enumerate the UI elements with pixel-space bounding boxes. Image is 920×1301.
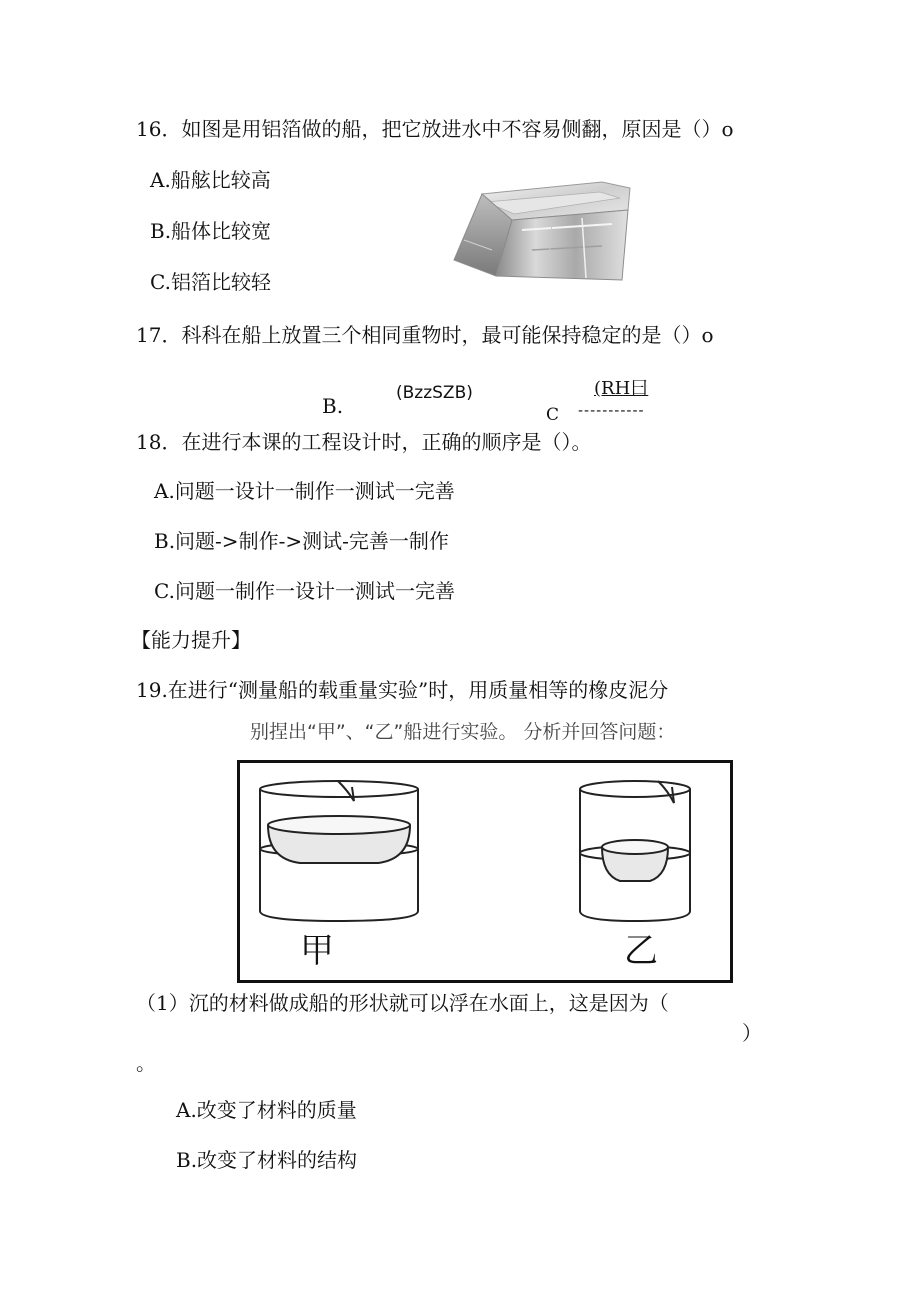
beaker-jia	[260, 781, 418, 921]
q19-option-a: A.改变了材料的质量	[176, 1098, 357, 1122]
q18-option-b: B.问题->制作->测试-完善一制作	[154, 529, 449, 553]
q16-option-b: B.船体比较宽	[150, 219, 272, 243]
section-title: 【能力提升】	[131, 628, 251, 652]
q19-sub1-close-paren: ）	[742, 1021, 762, 1045]
q17-stem: 17．科科在船上放置三个相同重物时，最可能保持稳定的是（）o	[136, 323, 714, 347]
q19-stem-line2: 别捏出“甲”、“乙”船进行实验。 分析并回答问题：	[250, 721, 676, 743]
beaker-comparison-figure	[237, 760, 733, 983]
q18-stem: 18．在进行本课的工程设计时，正确的顺序是（）。	[136, 430, 592, 454]
q17-option-b-letter: B.	[322, 394, 344, 418]
q19-stem-line1: 19.在进行“测量船的载重量实验”时，用质量相等的橡皮泥分	[136, 678, 669, 702]
q17-option-c-figure-text: (RH曰	[594, 378, 649, 399]
q17-option-b-figure-text: (BzzSZB)	[396, 383, 473, 403]
label-jia: 甲	[300, 931, 334, 971]
label-yi: 乙	[624, 931, 658, 971]
q16-option-c: C.铝箔比较轻	[150, 270, 271, 294]
aluminum-foil-boat-image	[452, 180, 634, 292]
q19-option-b: B.改变了材料的结构	[176, 1148, 358, 1172]
q19-sub1-line1: （1）沉的材料做成船的形状就可以浮在水面上，这是因为（	[136, 991, 669, 1015]
q17-option-c-dashes: -----------	[578, 403, 645, 419]
beaker-yi	[580, 781, 690, 921]
q18-option-a: A.问题一设计一制作一测试一完善	[154, 479, 455, 503]
q16-option-a: A.船舷比较高	[150, 168, 271, 192]
q17-option-c-letter: C	[546, 405, 560, 425]
q16-stem: 16．如图是用铝箔做的船，把它放进水中不容易侧翻，原因是（）o	[136, 117, 734, 141]
q19-sub1-period: 。	[136, 1051, 156, 1075]
q18-option-c: C.问题一制作一设计一测试一完善	[154, 579, 455, 603]
